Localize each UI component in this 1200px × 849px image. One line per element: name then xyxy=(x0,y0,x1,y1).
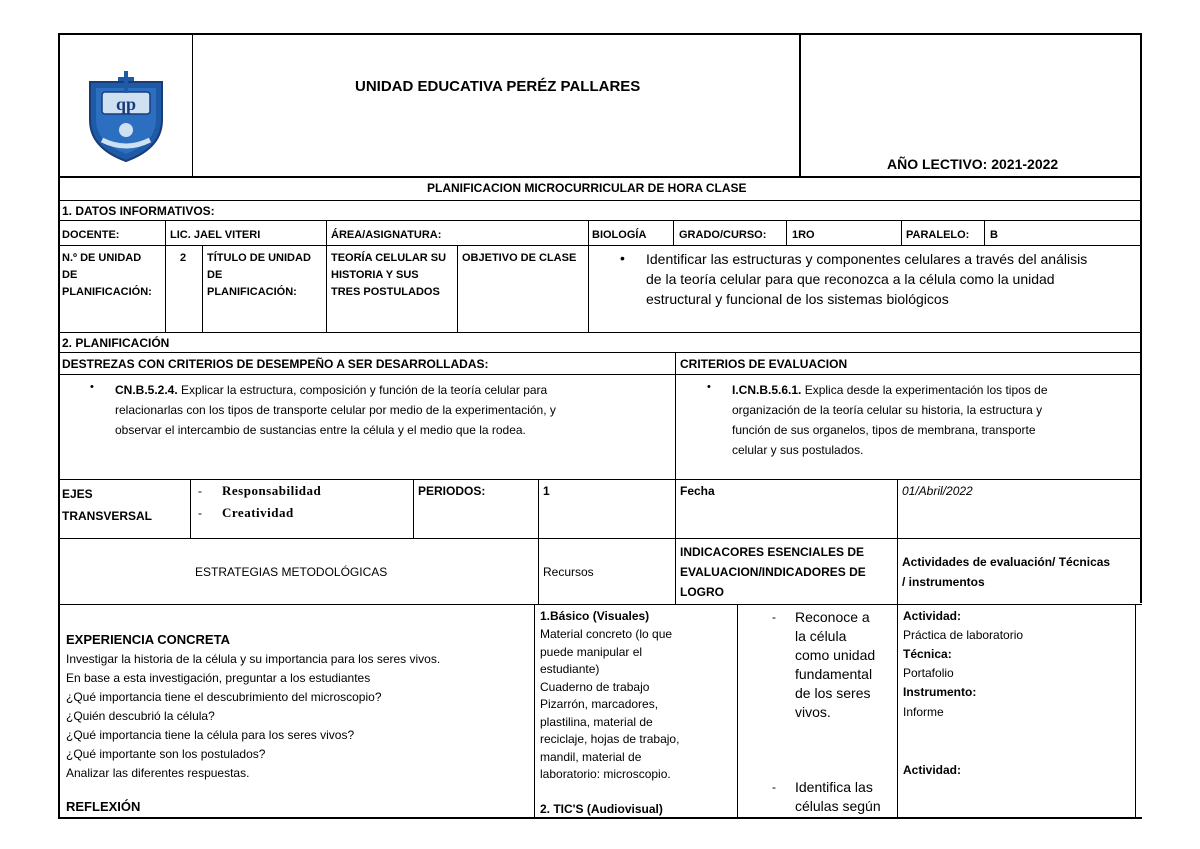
paralelo-label: PARALELO: xyxy=(906,229,970,241)
fecha-label: Fecha xyxy=(680,484,715,498)
destrezas-divider xyxy=(675,352,676,604)
destreza-bullet: • xyxy=(90,381,94,393)
ejes-item-2: Creatividad xyxy=(222,505,294,520)
content-col-4 xyxy=(1135,604,1136,817)
ejes-col-4 xyxy=(897,479,898,604)
reflexion-heading: REFLEXIÓN xyxy=(66,799,141,814)
tecnica-label: Técnica: xyxy=(903,647,952,661)
criterio-text-rest: organización de la teoría celular su historia, la estructura y función de sus organelos, tipos de membrana, transporte celular y sus postulados. xyxy=(732,403,1043,457)
unidad-label: N.º DE UNIDAD DE PLANIFICACIÓN: xyxy=(62,252,152,298)
objetivo-label: OBJETIVO DE CLASE xyxy=(462,252,577,264)
ejes-dash-2: - xyxy=(198,506,202,520)
ejes-item-1: Responsabilidad xyxy=(222,483,322,498)
header-divider-1 xyxy=(192,33,193,176)
destreza-code: CN.B.5.2.4. xyxy=(115,383,178,397)
title-row-bottom xyxy=(58,200,1142,201)
outer-left-border xyxy=(58,33,60,819)
tecnica-value: Portafolio xyxy=(903,666,954,680)
actividad-value: Práctica de laboratorio xyxy=(903,628,1024,642)
ejes-col-1 xyxy=(190,479,191,538)
docente-col-7 xyxy=(984,220,985,245)
docente-col-2 xyxy=(326,220,327,245)
criterio-line1 xyxy=(732,380,1048,400)
recursos-header: Recursos xyxy=(543,565,594,579)
ejes-dash-1: - xyxy=(198,484,202,498)
school-logo xyxy=(80,68,172,164)
unidad-col-a xyxy=(202,245,203,332)
titulo-value: TEORÍA CELULAR SU HISTORIA Y SUS TRES POSTULADOS xyxy=(331,252,447,298)
recursos-tics-title: 2. TIC'S (Audiovisual) xyxy=(540,802,663,816)
header-bottom-border xyxy=(58,176,1142,178)
destreza-line1 xyxy=(115,380,547,400)
svg-text:qp: qp xyxy=(115,94,137,114)
docente-col-1 xyxy=(165,220,166,332)
objetivo-value: Identificar las estructuras y componentes celulares a través del análisis de la teoría celular para que reconozca a la célula como la unidad estructural y funcional de los sistemas biológicos xyxy=(646,251,1088,307)
destreza-text-rest: relacionarlas con los tipos de transporte celular por medio de la experimentación, y observar el intercambio de sustancias entre la célula y el medio que la rodea. xyxy=(115,403,556,437)
outer-right-border xyxy=(1140,33,1142,603)
criterios-header: CRITERIOS DE EVALUACION xyxy=(680,357,848,371)
area-value: BIOLOGÍA xyxy=(592,229,647,241)
docente-col-4 xyxy=(673,220,674,245)
ejes-label: EJES TRANSVERSAL xyxy=(62,487,153,523)
docente-col-5 xyxy=(786,220,787,245)
grado-label: GRADO/CURSO: xyxy=(679,229,767,241)
estrategias-lines: Investigar la historia de la célula y su importancia para los seres vivos. En base a esta investigación, preguntar a los estudiantes ¿Qué importancia tiene el descubrimiento del microscopio? ¿Quién descubrió la célula? ¿Qué importancia tiene la célula para los seres vivos? ¿Qué importante son los postulados? Analizar las diferentes respuestas. xyxy=(66,652,441,780)
docente-row-bottom xyxy=(58,245,1142,246)
form-title: PLANIFICACION MICROCURRICULAR DE HORA CLASE xyxy=(427,181,747,195)
section1-title: 1. DATOS INFORMATIVOS: xyxy=(62,204,215,218)
unidad-value: 2 xyxy=(180,252,187,264)
paralelo-value: B xyxy=(990,229,998,241)
grado-value: 1RO xyxy=(792,229,815,241)
indicador-item-1: Reconoce a la célula como unidad fundamental de los seres vivos. xyxy=(795,609,876,720)
estrategias-header: ESTRATEGIAS METODOLÓGICAS xyxy=(195,565,388,579)
school-year: AÑO LECTIVO: 2021-2022 xyxy=(887,156,1059,172)
fecha-value: 01/Abril/2022 xyxy=(902,484,973,498)
section2-title: 2. PLANIFICACIÓN xyxy=(62,336,170,350)
instrumento-value: Informe xyxy=(903,705,944,719)
periodos-label: PERIODOS: xyxy=(418,484,486,498)
titulo-label: TÍTULO DE UNIDAD DE PLANIFICACIÓN: xyxy=(207,252,311,298)
destreza-text-l1: Explicar la estructura, composición y función de la teoría celular para xyxy=(177,383,548,397)
unidad-row-bottom xyxy=(58,332,1142,333)
destrezas-content-bottom xyxy=(58,479,1142,480)
actividad2-label: Actividad: xyxy=(903,763,962,777)
experiencia-heading: EXPERIENCIA CONCRETA xyxy=(66,632,230,647)
docente-col-6 xyxy=(901,220,902,245)
criterio-bullet: • xyxy=(707,381,711,393)
indicador-dash-2: - xyxy=(772,780,776,794)
criterio-text-l1: Explica desde la experimentación los tipos de xyxy=(801,383,1048,397)
docente-col-3 xyxy=(588,220,589,332)
indicador-dash-1: - xyxy=(772,610,776,624)
outer-top-border xyxy=(58,33,1142,35)
destrezas-header-bottom xyxy=(58,374,1142,375)
ejes-col-2 xyxy=(413,479,414,538)
area-label: ÁREA/ASIGNATURA: xyxy=(331,229,442,241)
instrumento-label: Instrumento: xyxy=(903,685,977,699)
criterio-code: I.CN.B.5.6.1. xyxy=(732,383,802,397)
school-name: UNIDAD EDUCATIVA PERÉZ PALLARES xyxy=(355,78,641,95)
planif-row-bottom xyxy=(58,352,1142,353)
actividades-header: Actividades de evaluación/ Técnicas / instrumentos xyxy=(902,555,1111,589)
ejes-col-3 xyxy=(538,479,539,604)
ejes-row-bottom xyxy=(58,538,1142,539)
periodos-value: 1 xyxy=(543,484,550,498)
actividad-label: Actividad: xyxy=(903,609,962,623)
strategy-header-bottom xyxy=(58,604,1142,605)
indicador-item-2: Identifica las células según xyxy=(795,779,881,814)
recursos-basico-title: 1.Básico (Visuales) xyxy=(540,609,650,623)
content-col-2 xyxy=(737,604,738,817)
header-divider-2 xyxy=(799,33,801,176)
destrezas-header: DESTREZAS CON CRITERIOS DE DESEMPEÑO A SER DESARROLLADAS: xyxy=(62,357,489,371)
objetivo-bullet: • xyxy=(620,250,625,266)
datos-row-bottom xyxy=(58,220,1142,221)
content-col-3 xyxy=(897,604,898,817)
docente-value: LIC. JAEL VITERI xyxy=(170,229,261,241)
recursos-basico-text: Material concreto (lo que puede manipular el estudiante) Cuaderno de trabajo Pizarrón, marcadores, plastilina, material de reciclaje, hojas de trabajo, mandil, material de laboratorio: microscopio. xyxy=(540,627,680,781)
school-crest-icon xyxy=(80,68,172,164)
outer-bottom-border xyxy=(58,817,1142,819)
unidad-col-c xyxy=(457,245,458,332)
content-col-1 xyxy=(534,604,535,817)
unidad-col-b xyxy=(326,245,327,332)
docente-label: DOCENTE: xyxy=(62,229,120,241)
indicadores-header: INDICACORES ESENCIALES DE EVALUACION/INDICADORES DE LOGRO xyxy=(680,545,866,599)
